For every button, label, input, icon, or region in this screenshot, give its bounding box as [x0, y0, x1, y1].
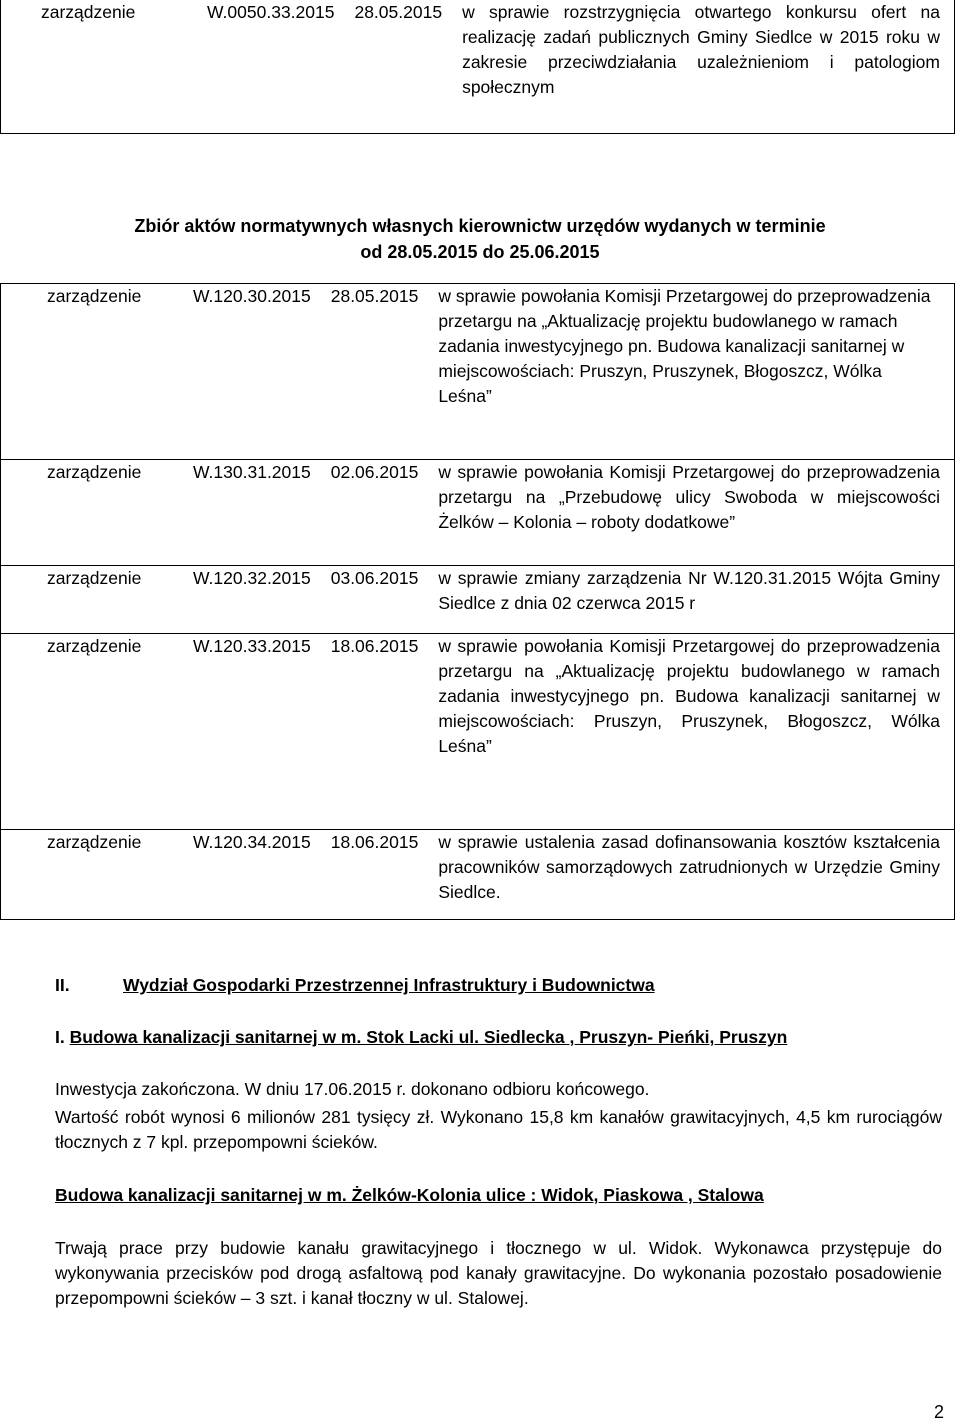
table-row — [1, 0, 955, 134]
act-description: w sprawie powołania Komisji Przetargowej do przeprowadzenia przetargu na „Aktualizację projektu budowlanego w ramach zadania inwestycyjnego pn. Budowa kanalizacji sanitarnej w miejscowościach: Pruszyn, Pruszynek, Błogoszcz, Wólka Leśna” — [430, 634, 954, 830]
acts-table — [0, 283, 955, 920]
act-date: 28.05.2015 — [323, 284, 431, 460]
item-1-title — [55, 1025, 942, 1050]
item-2-title: Budowa kanalizacji sanitarnej w m. Żelków-Kolonia ulice : Widok, Piaskowa , Stalowa — [55, 1185, 764, 1205]
act-date: 18.06.2015 — [323, 830, 431, 920]
act-number: W.0050.33.2015 — [179, 0, 346, 134]
act-type: zarządzenie — [1, 634, 186, 830]
act-number: W.120.32.2015 — [185, 566, 323, 634]
act-number: W.120.30.2015 — [185, 284, 323, 460]
heading-line-2: od 28.05.2015 do 25.06.2015 — [360, 242, 600, 262]
section-heading — [55, 973, 942, 998]
section-title: Wydział Gospodarki Przestrzennej Infrastruktury i Budownictwa — [123, 975, 655, 995]
act-date: 28.05.2015 — [346, 0, 454, 134]
item-1-title-text: Budowa kanalizacji sanitarnej w m. Stok Lacki ul. Siedlecka , Pruszyn- Pieńki, Pruszyn — [69, 1027, 788, 1047]
act-date: 03.06.2015 — [323, 566, 431, 634]
act-type: zarządzenie — [1, 830, 186, 920]
act-description: w sprawie powołania Komisji Przetargowej do przeprowadzenia przetargu na „Aktualizację projektu budowlanego w ramach zadania inwestycyjnego pn. Budowa kanalizacji sanitarnej w miejscowościach: Pruszyn, Pruszynek, Błogoszcz, Wólka Leśna” — [430, 284, 954, 460]
table-row — [1, 460, 955, 566]
act-description: w sprawie powołania Komisji Przetargowej do przeprowadzenia przetargu na „Przebudowę ulicy Swoboda w miejscowości Żelków – Kolonia – roboty dodatkowe” — [430, 460, 954, 566]
act-description: w sprawie rozstrzygnięcia otwartego konkursu ofert na realizację zadań publicznych Gminy Siedlce w 2015 roku w zakresie przeciwdziałania uzależnieniom i patologiom społecznym — [454, 0, 954, 134]
act-number: W.130.31.2015 — [185, 460, 323, 566]
act-number: W.120.34.2015 — [185, 830, 323, 920]
section-numeral: II. — [55, 975, 70, 995]
act-type: zarządzenie — [1, 566, 186, 634]
table-row — [1, 284, 955, 460]
act-type: zarządzenie — [1, 0, 180, 134]
act-description: w sprawie zmiany zarządzenia Nr W.120.31.2015 Wójta Gminy Siedlce z dnia 02 czerwca 2015 r — [430, 566, 954, 634]
heading-line-1: Zbiór aktów normatywnych własnych kierownictw urzędów wydanych w terminie — [134, 216, 826, 236]
act-date: 02.06.2015 — [323, 460, 431, 566]
table-row — [1, 830, 955, 920]
act-number: W.120.33.2015 — [185, 634, 323, 830]
act-date: 18.06.2015 — [323, 634, 431, 830]
collection-heading — [0, 213, 960, 265]
top-acts-table — [0, 0, 955, 134]
act-type: zarządzenie — [1, 284, 186, 460]
item-1-prefix: I. — [55, 1027, 70, 1047]
table-row — [1, 634, 955, 830]
item-2-paragraph-1: Trwają prace przy budowie kanału grawitacyjnego i tłocznego w ul. Widok. Wykonawca przystępuje do wykonywania przecisków pod drogą asfaltową pod kanały grawitacyjne. Do wykonania pozostało posadowienie przepompowni ścieków – 3 szt. i kanał tłoczny w ul. Stalowej. — [55, 1238, 942, 1308]
table-row — [1, 566, 955, 634]
page-number: 2 — [933, 1402, 944, 1422]
item-1-paragraph-1: Inwestycja zakończona. W dniu 17.06.2015 r. dokonano odbioru końcowego. — [55, 1079, 650, 1099]
item-1-paragraph-2: Wartość robót wynosi 6 milionów 281 tysięcy zł. Wykonano 15,8 km kanałów grawitacyjnych, 4,5 km rurociągów tłocznych z 7 kpl. przepompowni ścieków. — [55, 1107, 942, 1152]
act-description: w sprawie ustalenia zasad dofinansowania kosztów kształcenia pracowników samorządowych zatrudnionych w Urzędzie Gminy Siedlce. — [430, 830, 954, 920]
act-type: zarządzenie — [1, 460, 186, 566]
